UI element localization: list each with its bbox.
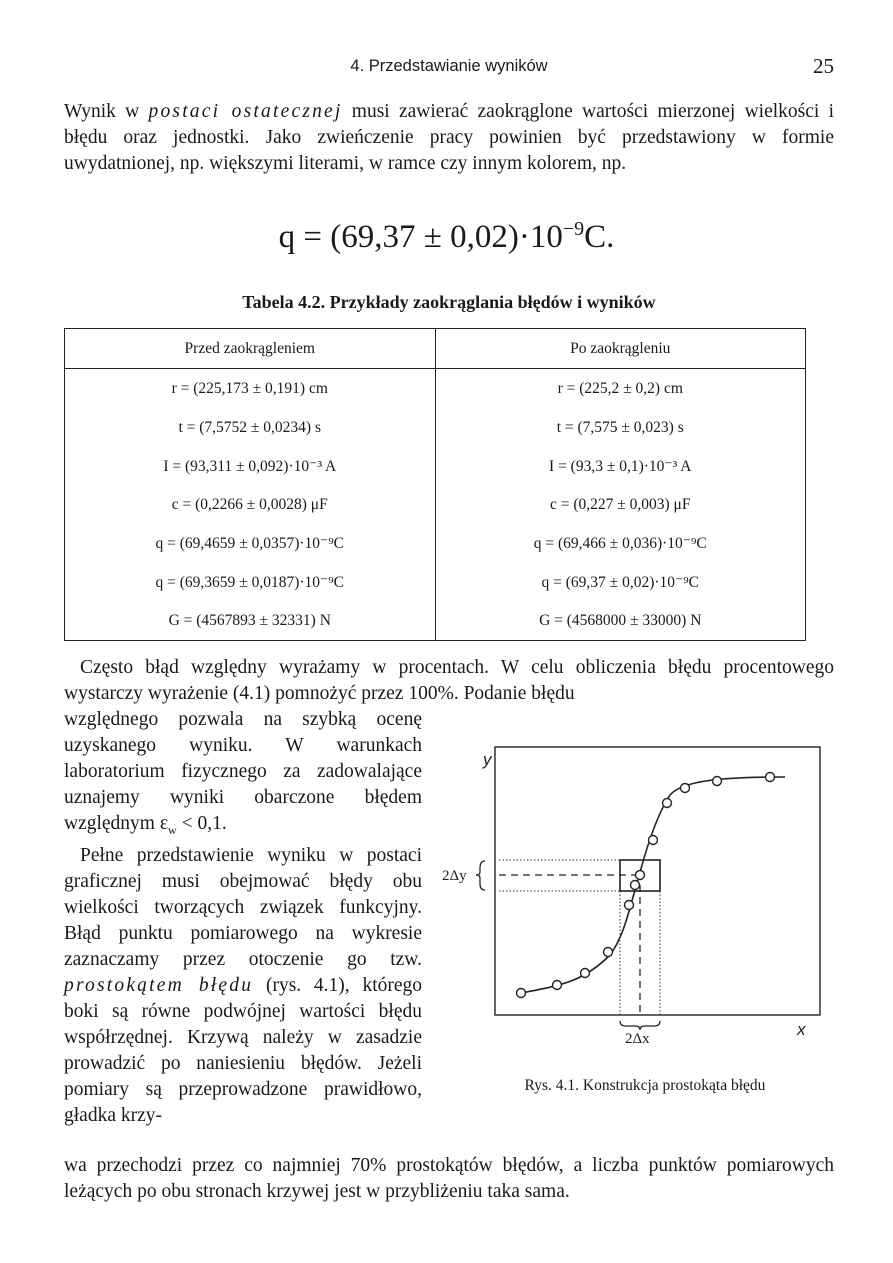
paragraph-percent-error: Często błąd względny wyrażamy w procentach. W celu obliczenia błędu procentowego wystarczy wyrażenie (4.1) pomnożyć przez 100%. Podanie błędu (64, 657, 834, 704)
table-row: r = (225,173 ± 0,191) cm r = (225,2 ± 0,2) cm (65, 369, 806, 409)
table-header-after: Po zaokrągleniu (435, 329, 806, 369)
table-row: q = (69,4659 ± 0,0357)·10⁻⁹C q = (69,466 ± 0,036)·10⁻⁹C (65, 524, 806, 563)
emphasis-text: postaci ostatecznej (148, 101, 343, 122)
figure-svg (425, 745, 835, 1045)
measurement-points (517, 773, 775, 998)
x-axis-label: x (797, 1020, 806, 1039)
rounding-table (64, 328, 806, 641)
figure-caption: Rys. 4.1. Konstrukcja prostokąta błędu (524, 1077, 766, 1094)
page-header (64, 54, 834, 80)
error-rectangle-figure (425, 745, 835, 1045)
paragraph-curve-fit: wa przechodzi przez co najmniej 70% prostokątów błędów, a liczba punktów pomiarowych leżących po obu stronach krzywej jest w przybliżeniu taka sama. (64, 1155, 834, 1202)
data-point (649, 836, 658, 845)
dy-label: 2Δy (442, 868, 467, 884)
paragraph-final-result: Wynik w postaci ostatecznej musi zawierać zaokrąglone wartości mierzonej wielkości i błędu oraz jednostki. Jako zwieńczenie pracy powinien być przedstawiony w formie uwydatnionej, np. większymi literami, w ramce czy innym kolorem, np. (64, 101, 834, 174)
data-point (581, 969, 590, 978)
table-row: c = (0,2266 ± 0,0028) μF c = (0,227 ± 0,003) μF (65, 486, 806, 525)
plot-frame (495, 747, 820, 1015)
fitted-curve (521, 777, 785, 993)
data-point (663, 799, 672, 808)
chapter-title: 4. Przedstawianie wyników (350, 57, 548, 75)
table-caption: Tabela 4.2. Przykłady zaokrąglania błędów i wyników (242, 292, 656, 312)
table-header-before: Przed zaokrągleniem (65, 329, 436, 369)
dx-label: 2Δx (625, 1031, 650, 1045)
table-row: t = (7,5752 ± 0,0234) s t = (7,575 ± 0,023) s (65, 409, 806, 448)
y-axis-label: y (483, 750, 492, 769)
left-column-text (64, 707, 422, 1129)
data-point (553, 981, 562, 990)
table-row: I = (93,311 ± 0,092)·10⁻³ A I = (93,3 ± 0,1)·10⁻³ A (65, 447, 806, 486)
dx-brace (620, 1021, 660, 1030)
table-row: G = (4567893 ± 32331) N G = (4568000 ± 33000) N (65, 602, 806, 641)
example-formula: $q = (69,37 \pm 0,02)\cdot 10^{-9}C$. (278, 218, 615, 255)
paragraph-relative-error: względnego pozwala na szybką ocenę uzyskanego wyniku. W warunkach laboratorium fizycznego za zadowalające uznajemy wyniki obarczone błędem względnym $\varepsilon_w < 0,1$. (64, 709, 422, 837)
data-point (625, 901, 634, 910)
data-point (681, 784, 690, 793)
emphasis-text: prostokątem błędu (64, 974, 254, 996)
data-point (631, 881, 640, 890)
data-point (766, 773, 775, 782)
data-point (517, 989, 526, 998)
data-point (713, 777, 722, 786)
page-number: 25 (813, 54, 834, 78)
table-row: q = (69,3659 ± 0,0187)·10⁻⁹C q = (69,37 ± 0,02)·10⁻⁹C (65, 563, 806, 602)
data-point (604, 948, 613, 957)
dy-brace (476, 861, 485, 890)
paragraph-graphic-presentation: Pełne przedstawienie wyniku w postaci graficznej musi obejmować błędy obu wielkości tworzących związek funkcyjny. Błąd punktu pomiarowego na wykresie zaznaczamy przez otoczenie go tzw. prostokątem błędu (rys. 4.1), którego boki są równe podwójnej wartości błędu współrzędnej. Krzywą należy w zasadzie prowadzić po naniesieniu błędów. Jeżeli pomiary są przeprowadzone prawidłowo, gładka krzy- (64, 844, 423, 1126)
data-point (636, 871, 645, 880)
